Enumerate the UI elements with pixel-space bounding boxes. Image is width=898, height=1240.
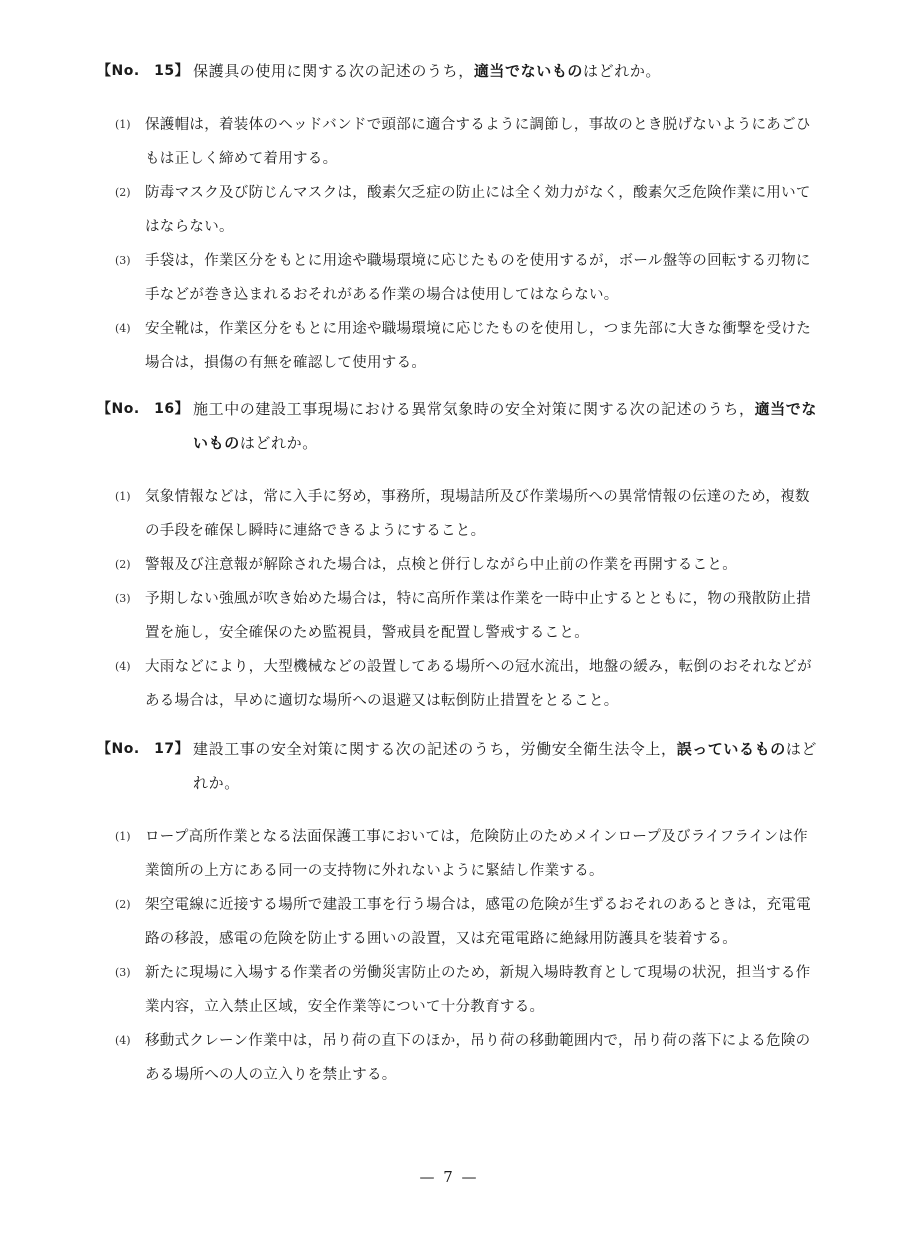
option-text: 手袋は，作業区分をもとに用途や職場環境に応じたものを使用するが，ボール盤等の回転する刃物に手などが巻き込まれるおそれがある作業の場合は使用してはならない。 [145,253,811,303]
option-text: ロープ高所作業となる法面保護工事においては，危険防止のためメインロープ及びライフラインは作業箇所の上方にある同一の支持物に外れないように緊結し作業する。 [145,829,808,879]
option-number: (2) [115,898,131,911]
option-number: (4) [115,322,131,335]
question-emphasis: 誤っているもの [676,740,786,758]
option-text: 予期しない強風が吹き始めた場合は，特に高所作業は作業を一時中止するとともに，物の飛散防止措置を施し，安全確保のため監視員，警戒員を配置し警戒すること。 [145,591,811,641]
option-item [97,820,817,888]
question-header [97,54,817,88]
option-item [97,480,817,548]
question-15 [97,54,817,380]
question-text [193,392,817,460]
option-text: 警報及び注意報が解除された場合は，点検と併行しながら中止前の作業を再開すること。 [145,557,737,573]
option-item [97,548,817,582]
option-item [97,650,817,718]
option-text: 大雨などにより，大型機械などの設置してある場所への冠水流出，地盤の緩み，転倒のおそれなどがある場合は，早めに適切な場所への退避又は転倒防止措置をとること。 [145,659,812,709]
option-list [97,820,817,1092]
option-text: 移動式クレーン作業中は，吊り荷の直下のほか，吊り荷の移動範囲内で，吊り荷の落下による危険のある場所への人の立入りを禁止する。 [145,1033,811,1083]
option-number: (3) [115,966,131,979]
option-text: 新たに現場に入場する作業者の労働災害防止のため，新規入場時教育として現場の状況，担当する作業内容，立入禁止区域，安全作業等について十分教育する。 [145,965,811,1015]
question-text-after: はどれか。 [193,740,818,792]
question-text [193,732,817,800]
question-number: 【No. 15】 [97,63,190,79]
option-text: 架空電線に近接する場所で建設工事を行う場合は，感電の危険が生ずるおそれのあるときは，充電電路の移設，感電の危険を防止する囲いの設置，又は充電電路に絶縁用防護具を装着する。 [145,897,811,947]
question-number: 【No. 17】 [97,741,190,757]
question-text-before: 建設工事の安全対策に関する次の記述のうち，労働安全衛生法令上， [193,740,677,758]
option-number: (1) [115,118,131,131]
option-number: (4) [115,1034,131,1047]
question-text-after: はどれか。 [239,434,318,452]
option-number: (2) [115,558,131,571]
question-16 [97,392,817,718]
option-list [97,108,817,380]
option-number: (3) [115,592,131,605]
option-number: (4) [115,660,131,673]
option-number: (1) [115,490,131,503]
question-17 [97,732,817,1092]
question-emphasis: 適当でないもの [193,400,818,452]
question-number: 【No. 16】 [97,401,190,417]
option-number: (3) [115,254,131,267]
option-item [97,312,817,380]
option-text: 気象情報などは，常に入手に努め，事務所，現場詰所及び作業場所への異常情報の伝達のため，複数の手段を確保し瞬時に連絡できるようにすること。 [145,489,810,539]
option-item [97,888,817,956]
option-item [97,582,817,650]
option-text: 保護帽は，着装体のヘッドバンドで頭部に適合するように調節し，事故のとき脱げないようにあごひもは正しく締めて着用する。 [145,117,811,167]
option-list [97,480,817,718]
question-text-before: 保護具の使用に関する次の記述のうち， [193,62,474,80]
question-text-before: 施工中の建設工事現場における異常気象時の安全対策に関する次の記述のうち， [193,400,755,418]
question-emphasis: 適当でないもの [473,62,584,80]
option-item [97,176,817,244]
question-text-after: はどれか。 [583,62,662,80]
option-number: (1) [115,830,131,843]
question-text [193,54,817,88]
option-item [97,1024,817,1092]
option-text: 安全靴は，作業区分をもとに用途や職場環境に応じたものを使用し，つま先部に大きな衝撃を受けた場合は，損傷の有無を確認して使用する。 [145,321,811,371]
page-number: — 7 — [419,1168,479,1186]
question-header [97,732,817,800]
option-item [97,108,817,176]
question-header [97,392,817,460]
option-number: (2) [115,186,131,199]
option-item [97,956,817,1024]
option-text: 防毒マスク及び防じんマスクは，酸素欠乏症の防止には全く効力がなく，酸素欠乏危険作業に用いてはならない。 [145,185,811,235]
option-item [97,244,817,312]
